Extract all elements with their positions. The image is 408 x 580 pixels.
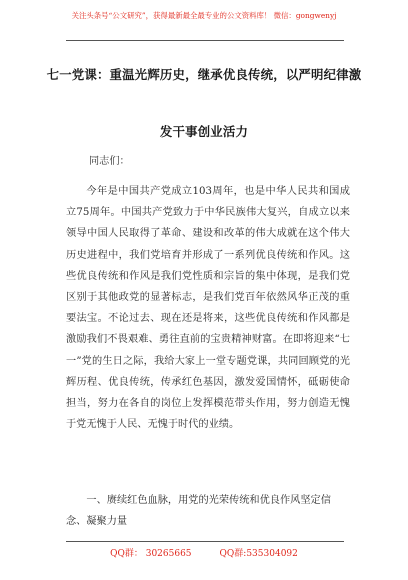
footer-contact [0,546,408,559]
document-title-line-1: 七一党课：重温光辉历史，继承优良传统，以严明纪律激 [46,67,362,82]
section-heading-1: 一、赓续红色血脉，用党的光荣传统和优良作风坚定信念、凝聚力量 [66,495,331,528]
greeting: 同志们： [89,156,130,167]
header-promo-text: 关注头条号“公文研究”，获得最新最全最专业的公文资料库！ 微信：gongwenyj [71,11,337,20]
document-title-line-2: 发干事创业活力 [159,124,249,139]
footer-qq-group-2: QQ群:535304092 [219,549,298,559]
header-divider [66,40,344,41]
body-paragraph: 今年是中国共产党成立103周年，也是中华人民共和国成立75周年。中国共产党致力于中华民族伟大复兴，自成立以来领导中国人民取得了革命、建设和改革的伟大成就在这个伟大历史进程中，我们党培育并形成了一系列优良传统和作风。这些优良传统和作风是我们党性质和宗旨的集中体现，是我们党区别于其他政党的显著标志，是我们党百年依然风华正茂的重要法宝。不论过去、现在还是将来，这些优良传统和作风都是激励我们不畏艰难、勇往直前的宝贵精神财富。在即将迎来“七一”党的生日之际，我给大家上一堂专题党课，共同回顾党的光辉历程、优良传统，传承红色基因，激发爱国情怀，砥砺使命担当，努力在各自的岗位上发挥模范带头作用，努力创造无愧于党无愧于人民、无愧于时代的业绩。 [66,186,350,431]
footer-divider [66,541,344,542]
footer-qq-group-1: QQ群： 30265665 [110,549,192,559]
